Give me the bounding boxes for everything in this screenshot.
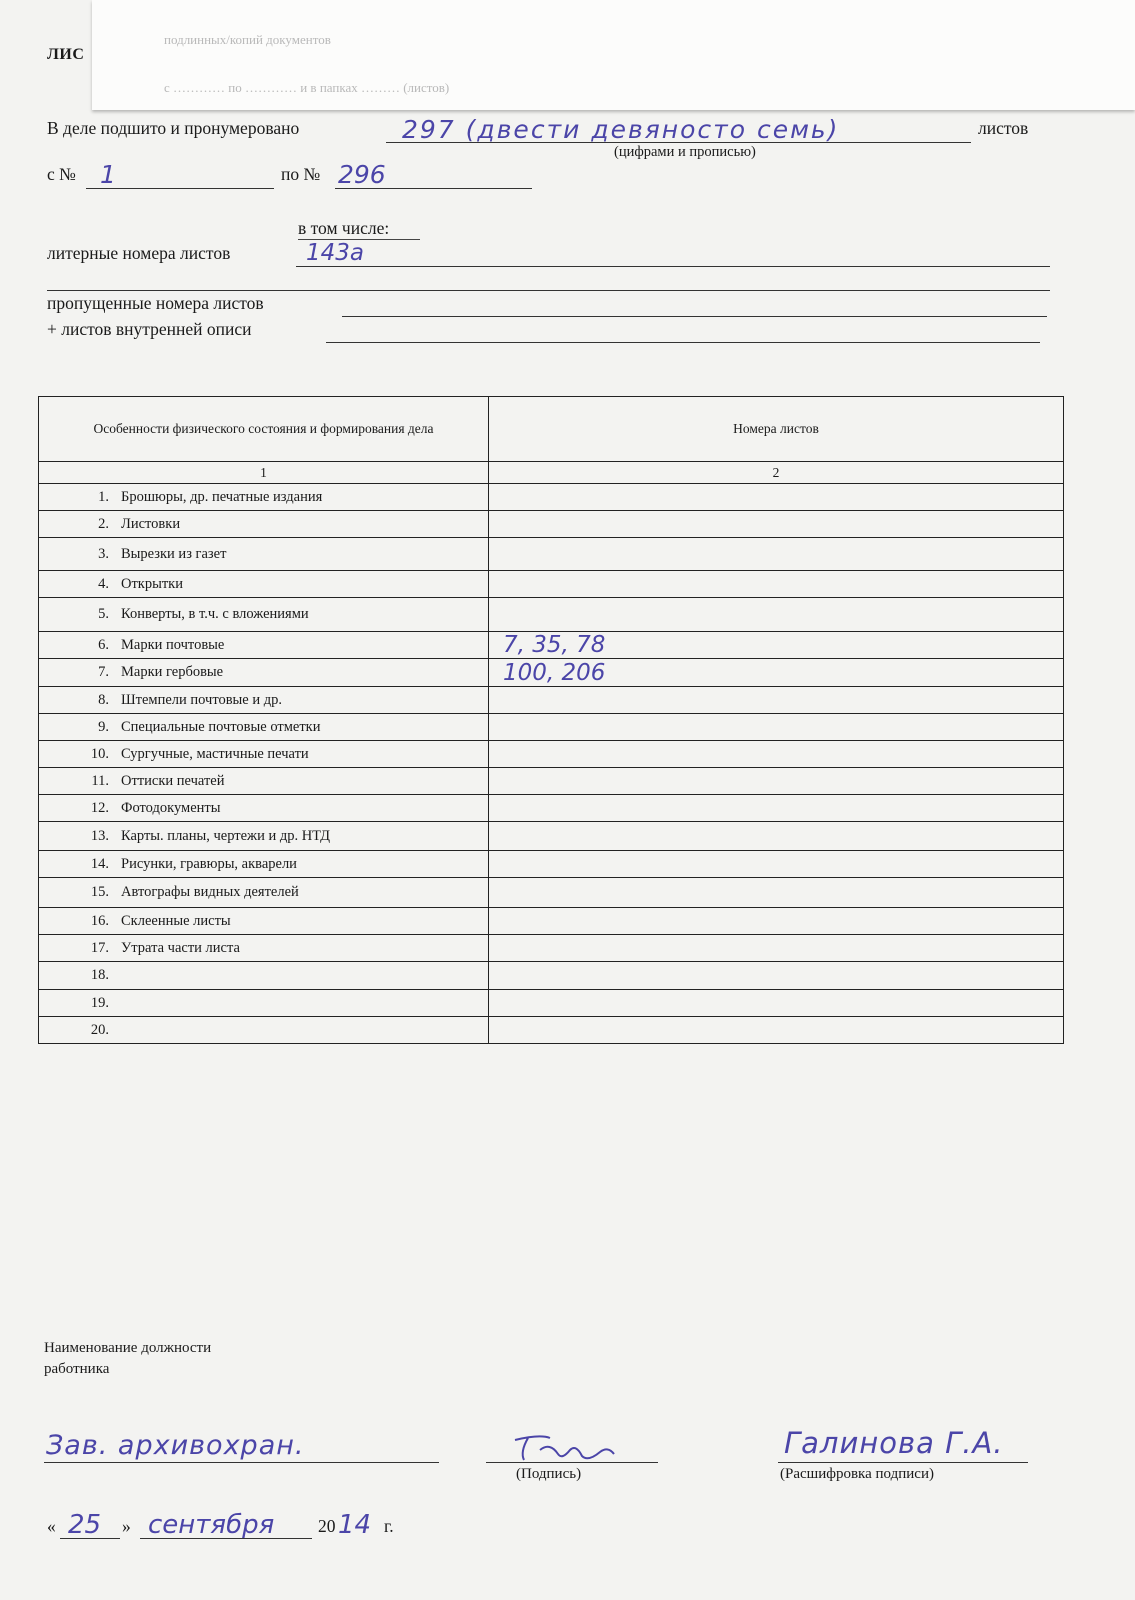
- row-value-handwritten: [493, 1017, 503, 1043]
- row-number: 11.: [91, 772, 109, 789]
- position-underline: [44, 1462, 439, 1463]
- date-day-underline: [60, 1538, 120, 1539]
- sewn-value-handwritten: 297 (двести девяносто семь): [402, 115, 840, 144]
- table-row: [39, 484, 1064, 511]
- table-row: [39, 878, 1064, 908]
- row-number: 6.: [98, 636, 109, 653]
- row-label: Брошюры, др. печатные издания: [121, 488, 323, 505]
- table-row: [39, 659, 1064, 687]
- missing-numbers-underline: [342, 316, 1047, 317]
- row-label: Марки почтовые: [121, 636, 225, 653]
- decode-value-handwritten: Галинова Г.А.: [784, 1426, 1004, 1460]
- row-number: 1.: [98, 488, 109, 505]
- col2-header: Номера листов: [489, 397, 1064, 462]
- table-body: [39, 484, 1064, 1044]
- row-value-handwritten: [493, 823, 503, 849]
- row-label-cell: [39, 935, 489, 962]
- row-value-handwritten: 7, 35, 78: [503, 632, 606, 658]
- row-label-cell: [39, 962, 489, 990]
- row-label: Открытки: [121, 575, 183, 592]
- table-row: [39, 1017, 1064, 1044]
- table-row: [39, 632, 1064, 659]
- table-row: [39, 714, 1064, 741]
- row-value-cell: [489, 714, 1064, 741]
- date-year-end: г.: [384, 1516, 394, 1536]
- row-value-handwritten: [493, 768, 503, 794]
- row-value-cell: [489, 768, 1064, 795]
- row-value-handwritten: [493, 687, 503, 713]
- table-row: [39, 687, 1064, 714]
- row-value-cell: [489, 851, 1064, 878]
- row-label-cell: [39, 990, 489, 1017]
- letter-numbers-handwritten: 143а: [306, 240, 364, 266]
- row-label: Специальные почтовые отметки: [121, 718, 321, 735]
- row-value-cell: [489, 687, 1064, 714]
- row-number: 20.: [90, 1021, 109, 1038]
- row-value-cell: [489, 632, 1064, 659]
- row-label-cell: [39, 795, 489, 822]
- row-value-handwritten: [493, 741, 503, 767]
- row-number: 10.: [90, 745, 109, 762]
- row-label: Сургучные, мастичные печати: [121, 745, 309, 762]
- col1-header: Особенности физического состояния и формирования дела: [39, 397, 489, 462]
- row-value-handwritten: [493, 795, 503, 821]
- row-value-cell: [489, 822, 1064, 851]
- row-label-cell: [39, 571, 489, 598]
- row-number: 16.: [90, 912, 109, 929]
- sheets-word: листов: [978, 118, 1029, 138]
- row-value-handwritten: [493, 541, 503, 567]
- to-value-handwritten: 296: [338, 160, 386, 189]
- row-label-cell: [39, 878, 489, 908]
- row-label-cell: [39, 687, 489, 714]
- date-quote-open: «: [47, 1516, 56, 1536]
- col2-number: 2: [489, 462, 1064, 484]
- row-value-cell: [489, 1017, 1064, 1044]
- row-value-handwritten: [493, 511, 503, 537]
- table-row: [39, 571, 1064, 598]
- table-row: [39, 822, 1064, 851]
- date-month-handwritten: сентября: [148, 1510, 275, 1540]
- row-value-handwritten: [493, 484, 503, 510]
- document-title: ЛИС: [47, 46, 85, 63]
- row-number: 9.: [98, 718, 109, 735]
- row-label: Марки гербовые: [121, 664, 224, 680]
- strip-text-line1: подлинных/копий документов: [164, 32, 331, 47]
- row-number: 18.: [90, 967, 109, 983]
- row-value-handwritten: [493, 963, 503, 989]
- table-row: [39, 962, 1064, 990]
- overlapping-paper-strip: [92, 0, 1135, 110]
- row-value-handwritten: [493, 851, 503, 877]
- row-value-handwritten: [493, 602, 503, 628]
- row-label-cell: [39, 538, 489, 571]
- condition-table: [38, 396, 1064, 1044]
- row-number: 15.: [90, 884, 109, 900]
- signature-label: (Подпись): [516, 1466, 582, 1482]
- table-row: [39, 741, 1064, 768]
- row-value-cell: [489, 795, 1064, 822]
- row-label: Фотодокументы: [121, 799, 221, 816]
- row-number: 8.: [98, 691, 109, 708]
- row-value-handwritten: [493, 714, 503, 740]
- table-row: [39, 908, 1064, 935]
- row-number: 19.: [90, 994, 109, 1011]
- row-value-cell: [489, 484, 1064, 511]
- col1-number: 1: [39, 462, 489, 484]
- row-value-handwritten: [493, 990, 503, 1016]
- row-value-cell: [489, 962, 1064, 990]
- row-value-cell: [489, 908, 1064, 935]
- row-label-cell: [39, 484, 489, 511]
- row-label-cell: [39, 851, 489, 878]
- row-label: Конверты, в т.ч. с вложениями: [121, 606, 309, 622]
- row-number: 5.: [98, 606, 109, 622]
- row-value-cell: [489, 741, 1064, 768]
- strip-text-line2: с ………… по ………… и в папках ……… (листов): [164, 80, 450, 95]
- row-value-cell: [489, 511, 1064, 538]
- table-row: [39, 538, 1064, 571]
- row-number: 4.: [98, 575, 109, 592]
- row-label: Оттиски печатей: [121, 772, 225, 789]
- row-value-cell: [489, 571, 1064, 598]
- row-number: 17.: [90, 939, 109, 956]
- table-row: [39, 768, 1064, 795]
- row-number: 12.: [90, 799, 109, 816]
- row-value-cell: [489, 598, 1064, 632]
- signature-underline: [486, 1462, 658, 1463]
- row-label: Штемпели почтовые и др.: [121, 691, 283, 708]
- from-value-handwritten: 1: [100, 160, 116, 189]
- position-label-line1: Наименование должности: [44, 1340, 212, 1356]
- sewn-hint: (цифрами и прописью): [614, 144, 756, 160]
- row-label-cell: [39, 822, 489, 851]
- table-row: [39, 935, 1064, 962]
- date-month-underline: [140, 1538, 312, 1539]
- position-value-handwritten: Зав. архивохран.: [46, 1430, 305, 1461]
- row-label: Рисунки, гравюры, акварели: [121, 855, 297, 872]
- row-value-cell: [489, 935, 1064, 962]
- row-value-handwritten: [493, 935, 503, 961]
- inner-inventory-underline: [326, 342, 1040, 343]
- sewn-label: В деле подшито и пронумеровано: [47, 118, 300, 138]
- table-row: [39, 511, 1064, 538]
- to-label: по №: [281, 164, 321, 184]
- inner-inventory-label: + листов внутренней описи: [47, 319, 252, 339]
- row-value-handwritten: [493, 880, 503, 906]
- row-number: 2.: [98, 515, 109, 532]
- row-value-handwritten: [493, 908, 503, 934]
- including-label: в том числе:: [298, 218, 390, 238]
- row-label-cell: [39, 768, 489, 795]
- decode-label: (Расшифровка подписи): [780, 1466, 934, 1482]
- from-label: с №: [47, 164, 76, 184]
- row-label-cell: [39, 908, 489, 935]
- blank-underline: [47, 290, 1050, 291]
- row-value-cell: [489, 990, 1064, 1017]
- date-quote-close: »: [122, 1516, 131, 1536]
- table-row: [39, 795, 1064, 822]
- date-year-handwritten: 14: [338, 1510, 372, 1540]
- row-label-cell: [39, 1017, 489, 1044]
- row-number: 7.: [98, 664, 109, 680]
- date-year-prefix: 20: [318, 1516, 336, 1536]
- row-value-cell: [489, 538, 1064, 571]
- position-label-line2: работника: [44, 1361, 110, 1377]
- row-label: Карты. планы, чертежи и др. НТД: [121, 827, 331, 844]
- row-label-cell: [39, 714, 489, 741]
- missing-numbers-label: пропущенные номера листов: [47, 293, 264, 313]
- column-number-row: [39, 462, 1064, 484]
- table-row: [39, 598, 1064, 632]
- row-number: 13.: [90, 827, 109, 844]
- row-label: Листовки: [121, 515, 181, 532]
- table-row: [39, 851, 1064, 878]
- date-day-handwritten: 25: [68, 1510, 102, 1540]
- row-label: Автографы видных деятелей: [121, 884, 299, 900]
- row-label-cell: [39, 511, 489, 538]
- row-number: 3.: [98, 545, 109, 562]
- row-label: Вырезки из газет: [121, 545, 227, 562]
- row-label: Утрата части листа: [121, 939, 240, 956]
- row-value-handwritten: 100, 206: [503, 659, 606, 686]
- row-label-cell: [39, 659, 489, 687]
- row-label-cell: [39, 598, 489, 632]
- letter-numbers-underline: [296, 266, 1050, 267]
- row-value-handwritten: [493, 571, 503, 597]
- row-label: Склеенные листы: [121, 912, 231, 929]
- row-number: 14.: [90, 855, 109, 872]
- table-header-row: [39, 397, 1064, 462]
- row-value-cell: [489, 878, 1064, 908]
- row-value-cell: [489, 659, 1064, 687]
- row-label-cell: [39, 741, 489, 768]
- letter-numbers-label: литерные номера листов: [47, 243, 231, 263]
- table-row: [39, 990, 1064, 1017]
- row-label-cell: [39, 632, 489, 659]
- decode-underline: [778, 1462, 1028, 1463]
